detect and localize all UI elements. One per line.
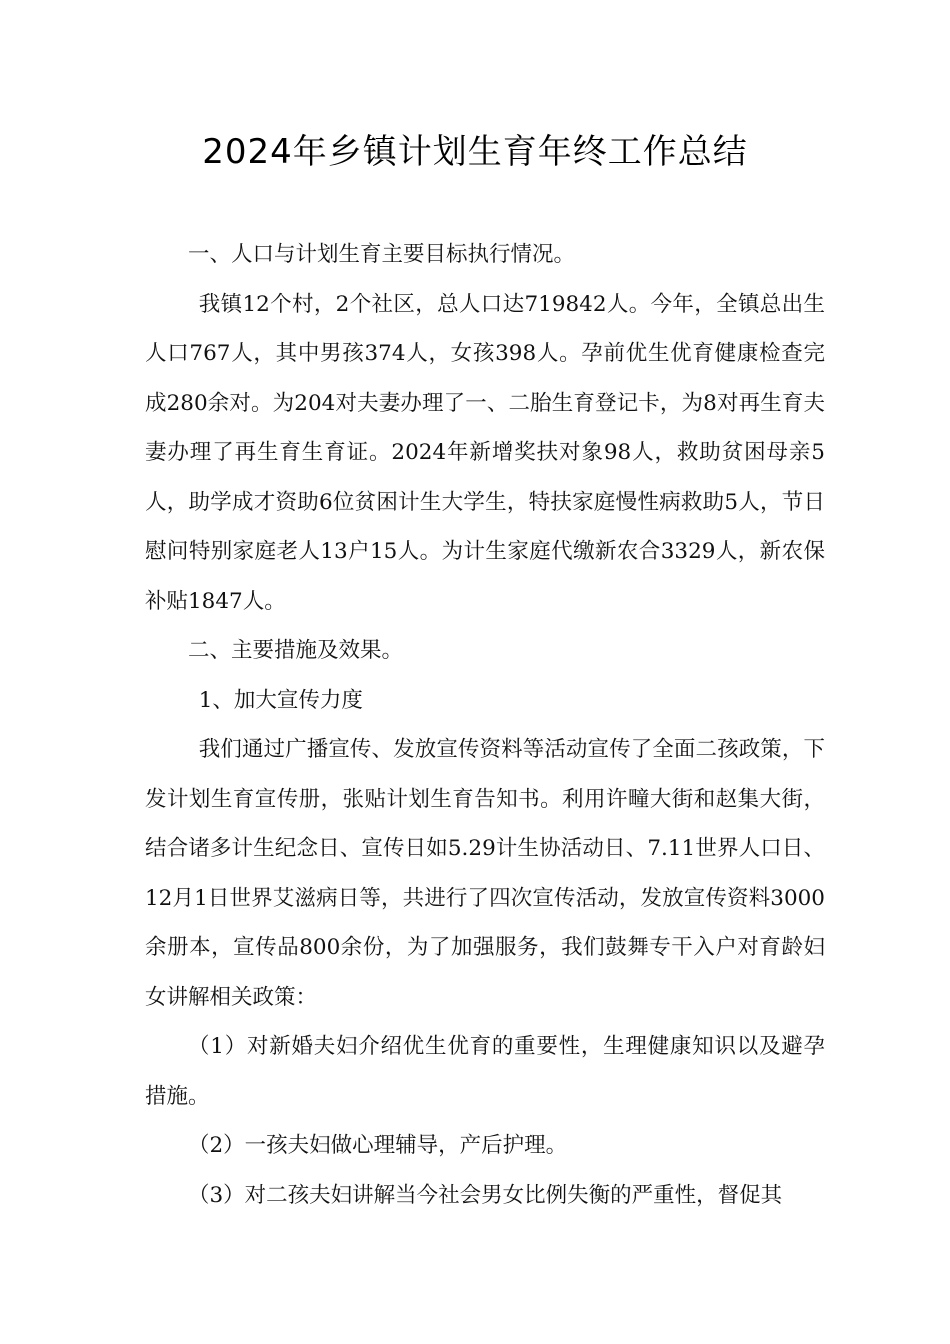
document-title: 2024年乡镇计划生育年终工作总结 [202, 132, 748, 172]
subsection-heading-1: 1、加大宣传力度 [198, 687, 363, 713]
section-heading-1: 一、人口与计划生育主要目标执行情况。 [188, 242, 576, 267]
list-item-2: （2）一孩夫妇做心理辅导，产后护理。 [188, 1133, 568, 1158]
section-heading-2: 二、主要措施及效果。 [188, 638, 404, 663]
paragraph-publicity: 我们通过广播宣传、发放宣传资料等活动宣传了全面二孩政策，下发计划生育宣传册，张贴计划生育告知书。利用许疃大街和赵集大街，结合诸多计生纪念日、宣传日如5.29计生协活动日、7.11世界人口日、12月1日世界艾滋病日等，共进行了四次宣传活动，发放宣传资料3000余册本，宣传品800余份，为了加强服务，我们鼓舞专干入户对育龄妇女讲解相关政策： [145, 737, 825, 1010]
list-item-3: （3）对二孩夫妇讲解当今社会男女比例失衡的严重性，督促其 [188, 1182, 783, 1208]
list-item-1: （1）对新婚夫妇介绍优生优育的重要性，生理健康知识以及避孕措施。 [145, 1034, 825, 1109]
document-body [145, 230, 825, 1220]
paragraph-population: 我镇12个村，2个社区，总人口达719842人。今年，全镇总出生人口767人，其中男孩374人，女孩398人。孕前优生优育健康检查完成280余对。为204对夫妻办理了一、二胎生育登记卡，为8对再生育夫妻办理了再生育生育证。2024年新增奖扶对象98人，救助贫困母亲5人，助学成才资助6位贫困计生大学生，特扶家庭慢性病救助5人，节日慰问特别家庭老人13户15人。为计生家庭代缴新农合3329人，新农保补贴1847人。 [145, 291, 825, 614]
